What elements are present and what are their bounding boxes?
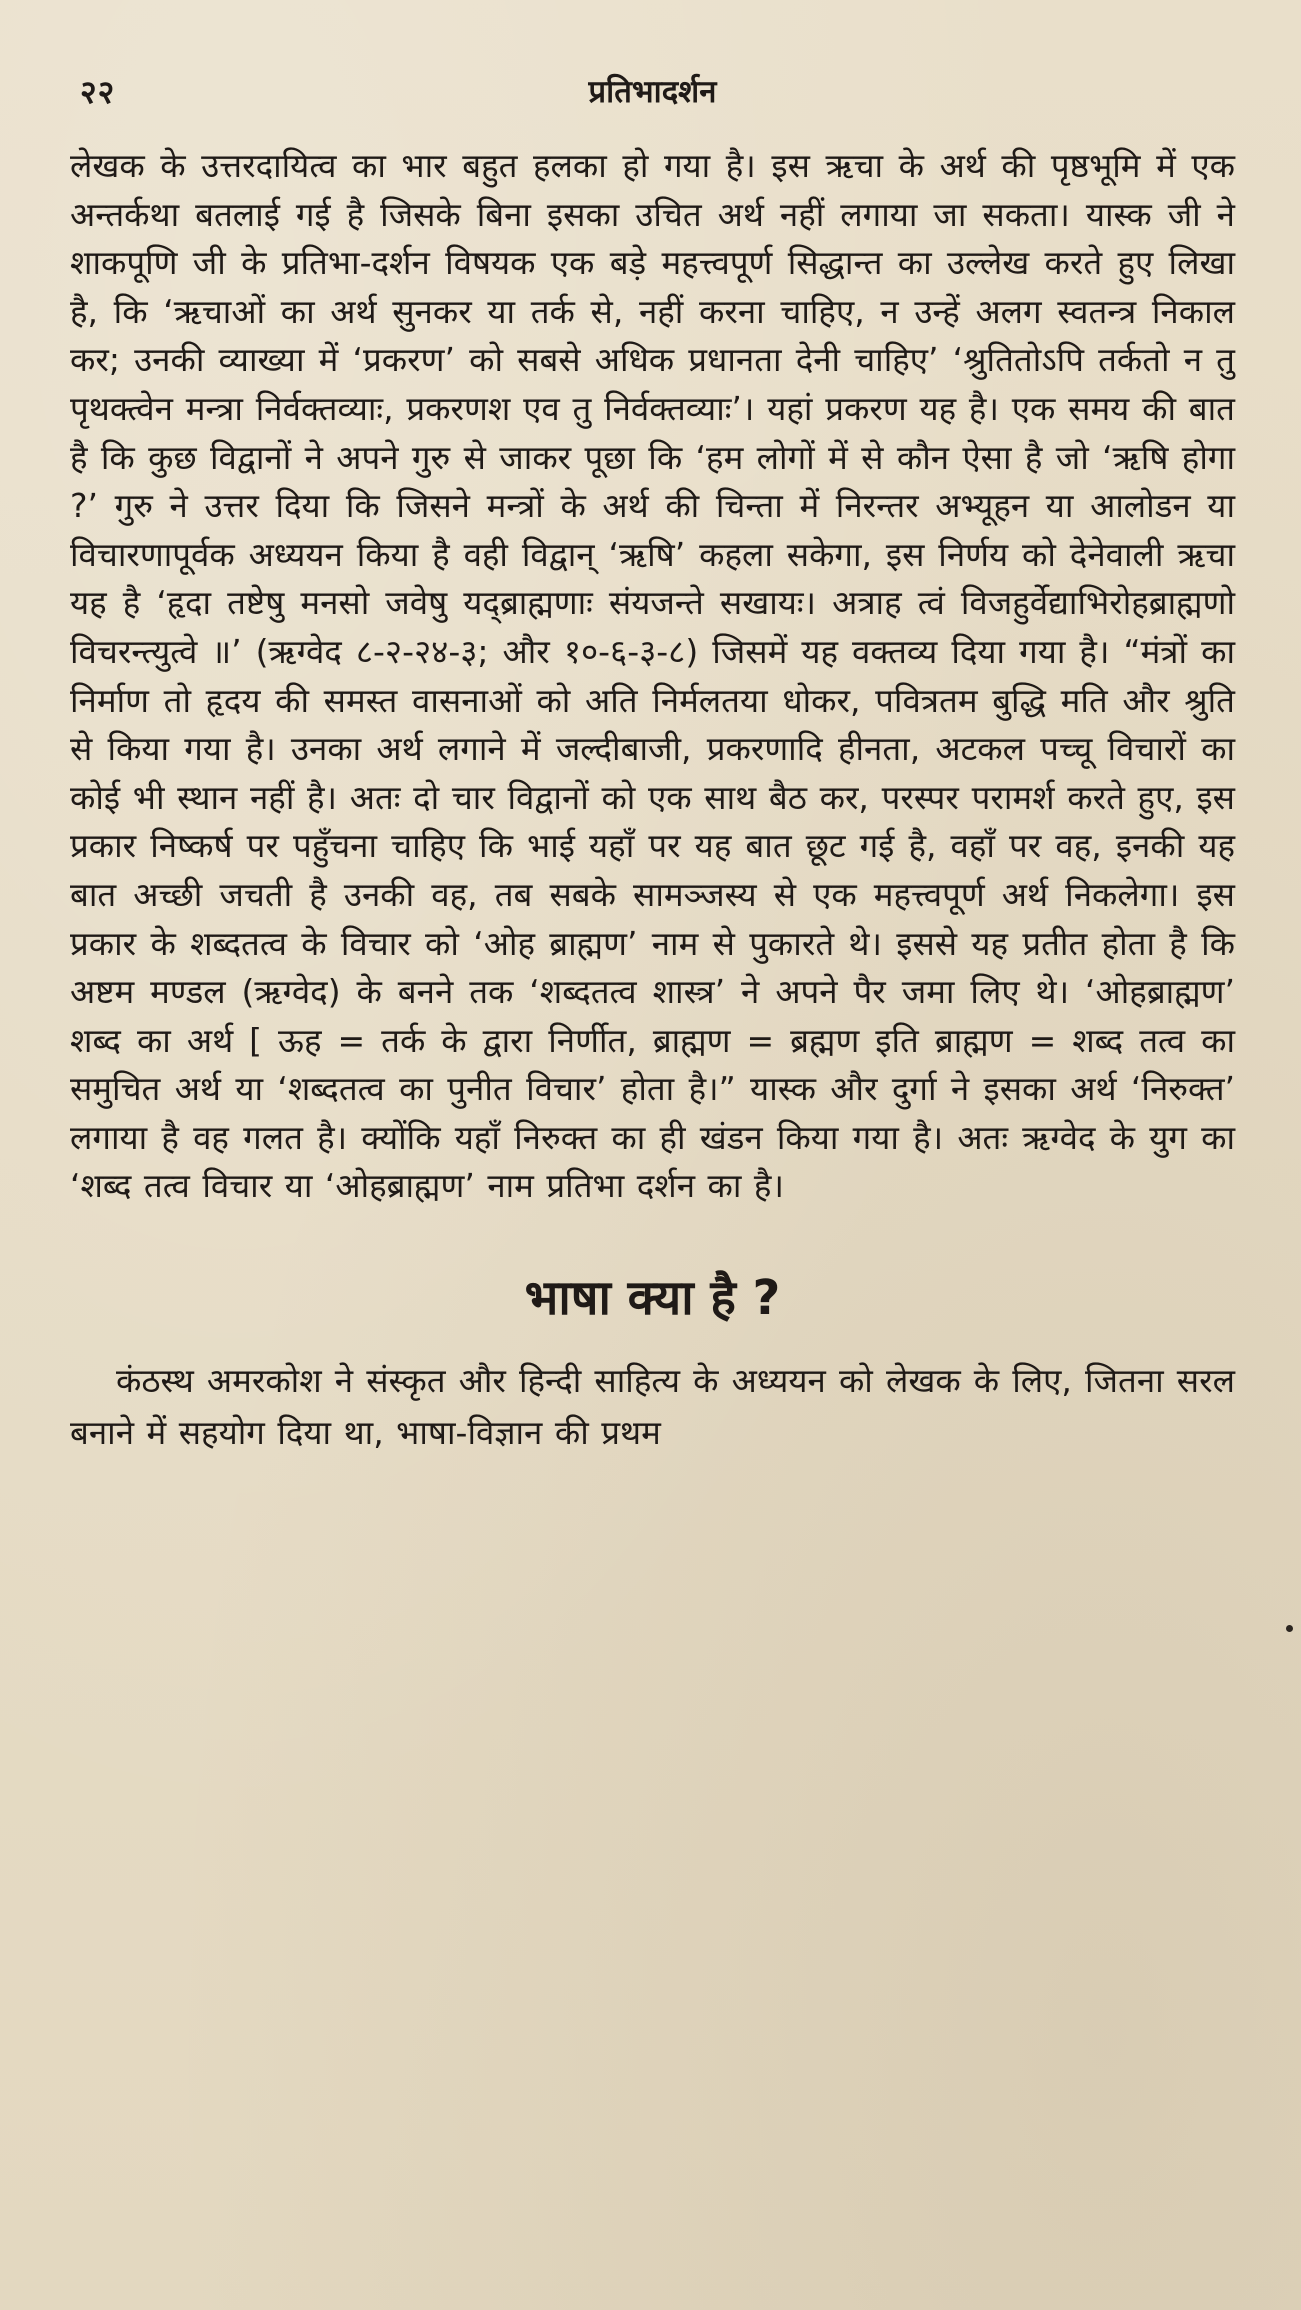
page-number: २२ bbox=[80, 73, 116, 111]
main-paragraph: लेखक के उत्तरदायित्व का भार बहुत हलका हो गया है। इस ऋचा के अर्थ की पृष्ठभूमि में एक अन्तर्कथा बतलाई गई है जिसके बिना इसका उचित अर्थ नहीं लगाया जा सकता। यास्क जी ने शाकपूणि जी के प्रतिभा-दर्शन विषयक एक बड़े महत्त्वपूर्ण सिद्धान्त का उल्लेख करते हुए लिखा है, कि ‘ऋचाओं का अर्थ सुनकर या तर्क से, नहीं करना चाहिए, न उन्हें अलग स्वतन्त्र निकाल कर; उनकी व्याख्या में ‘प्रकरण’ को सबसे अधिक प्रधानता देनी चाहिए’ ‘श्रुतितोऽपि तर्कतो न तु पृथक्त्वेन मन्त्रा निर्वक्तव्याः, प्रकरणश एव तु निर्वक्तव्याः’। यहां प्रकरण यह है। एक समय की बात है कि कुछ विद्वानों ने अपने गुरु से जाकर पूछा कि ‘हम लोगों में से कौन ऐसा है जो ‘ऋषि होगा ?’ गुरु ने उत्तर दिया कि जिसने मन्त्रों के अर्थ की चिन्ता में निरन्तर अभ्यूहन या आलोडन या विचारणापूर्वक अध्ययन किया है वही विद्वान् ‘ऋषि’ कहला सकेगा, इस निर्णय को देनेवाली ऋचा यह है ‘हृदा तष्टेषु मनसो जवेषु यद्ब्राह्मणाः संयजन्ते सखायः। अत्राह त्वं विजहुर्वेद्याभिरोहब्राह्मणो विचरन्त्युत्वे ॥’ (ऋग्वेद ८-२-२४-३; और १०-६-३-८) जिसमें यह वक्तव्य दिया गया है। “मंत्रों का निर्माण तो हृदय की समस्त वासनाओं को अति निर्मलतया धोकर, पवित्रतम बुद्धि मति और श्रुति से किया गया है। उनका अर्थ लगाने में जल्दीबाजी, प्रकरणादि हीनता, अटकल पच्चू विचारों का कोई भी स्थान नहीं है। अतः दो चार विद्वानों को एक साथ बैठ कर, परस्पर परामर्श करते हुए, इस प्रकार निष्कर्ष पर पहुँचना चाहिए कि भाई यहाँ पर यह बात छूट गई है, वहाँ पर वह, इनकी यह बात अच्छी जचती है उनकी वह, तब सबके सामञ्जस्य से एक महत्त्वपूर्ण अर्थ निकलेगा। इस प्रकार के शब्दतत्व के विचार को ‘ओह ब्राह्मण’ नाम से पुकारते थे। इससे यह प्रतीत होता है कि अष्टम मण्डल (ऋग्वेद) के बनने तक ‘शब्दतत्व शास्त्र’ ने अपने पैर जमा लिए थे। ‘ओहब्राह्मण’ शब्द का अर्थ [ ऊह = तर्क के द्वारा निर्णीत, ब्राह्मण = ब्रह्मण इति ब्राह्मण = शब्द तत्व का समुचित अर्थ या ‘शब्दतत्व का पुनीत विचार’ होता है।” यास्क और दुर्गा ने इसका अर्थ ‘निरुक्त’ लगाया है वह गलत है। क्योंकि यहाँ निरुक्त का ही खंडन किया गया है। अतः ऋग्वेद के युग का ‘शब्द तत्व विचार या ‘ओहब्राह्मण’ नाम प्रतिभा दर्शन का है। bbox=[70, 146, 1235, 1206]
section-paragraph: कंठस्थ अमरकोश ने संस्कृत और हिन्दी साहित्य के अध्ययन को लेखक के लिए, जितना सरल बनाने में सहयोग दिया था, भाषा-विज्ञान की प्रथम bbox=[70, 1361, 1235, 1453]
running-head bbox=[70, 62, 1235, 132]
ink-speck bbox=[1286, 1625, 1293, 1632]
section-heading: भाषा क्या है ? bbox=[524, 1270, 781, 1327]
running-title: प्रतिभादर्शन bbox=[588, 74, 717, 110]
